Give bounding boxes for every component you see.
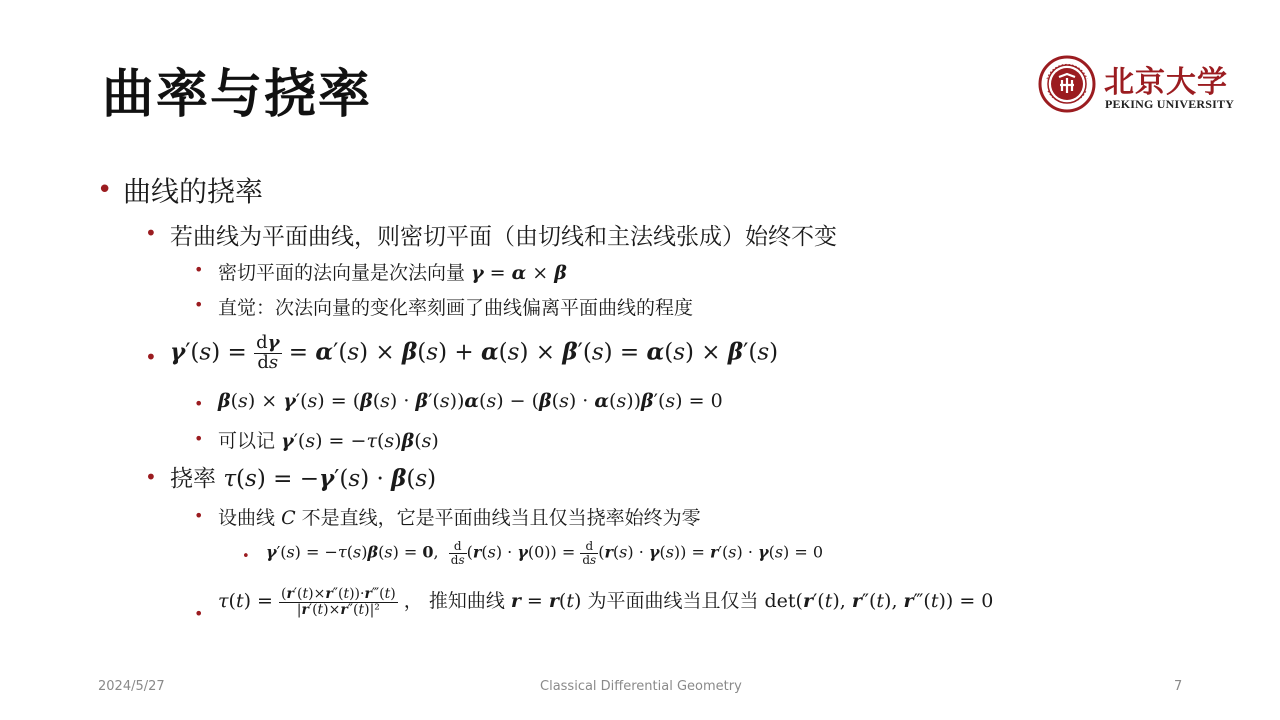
final-mid-text: 为平面曲线当且仅当 <box>587 590 759 612</box>
bullet-icon: • <box>145 345 157 369</box>
final-comma: ， <box>403 590 423 612</box>
university-seal-icon <box>1038 55 1098 115</box>
notation-formula: γ′(s) = −τ(s)β(s) <box>281 430 439 452</box>
normal-vector-line <box>218 258 567 285</box>
logo-chinese-name: 北京大学 <box>1104 65 1228 100</box>
bullet-icon: • <box>242 549 250 564</box>
proof-formula: γ′(s) = −τ(s)β(s) = 0, $\frac{d}{ds}$ (r(s) · γ(0)) = $\frac{d}{ds}$ (r(s) · γ(s)) = r′(s) · γ(s) = 0 <box>266 539 824 567</box>
gamma-derivative-formula: γ′(s) = $\frac{d\gamma}{ds}$ = α′(s) × β(s) + α(s) × β′(s) = α(s) × β′(s) <box>170 332 779 373</box>
bullet-icon: • <box>194 295 204 314</box>
footer-page-number: 7 <box>1174 679 1183 694</box>
bullet-icon: • <box>194 604 204 623</box>
binormal-formula: γ = α × β <box>471 262 567 284</box>
determinant-formula: det(r′(t), r″(t), r‴(t)) = 0 <box>764 590 994 612</box>
bullet-icon: • <box>194 260 204 279</box>
peking-university-logo <box>1038 55 1238 115</box>
theorem-text-b: 不是直线，它是平面曲线当且仅当挠率始终为零 <box>301 507 701 529</box>
slide-title: 曲率与挠率 <box>102 64 373 125</box>
notation-line <box>218 426 439 453</box>
normal-vector-text: 密切平面的法向量是次法向量 <box>218 262 466 284</box>
bullet-icon: • <box>97 175 113 205</box>
bullet-icon: • <box>145 465 157 489</box>
footer-course-name: Classical Differential Geometry <box>540 679 742 694</box>
torsion-formula: τ(s) = −γ′(s) · β(s) <box>223 465 437 492</box>
bullet-icon: • <box>194 506 204 525</box>
heading-torsion: 曲线的挠率 <box>123 175 264 208</box>
bullet-icon: • <box>145 221 157 245</box>
beta-cross-gamma-formula: β(s) × γ′(s) = (β(s) · β′(s))α(s) − (β(s) · α(s))β′(s) = 0 <box>218 390 723 412</box>
bullet-icon: • <box>194 429 204 448</box>
torsion-t-formula: τ(t) = $\frac{(r'(t)\times r''(t))\cdot r‴(t)}{\text{|r′(t)×r″(t)|²}}$ <box>218 585 396 618</box>
determinant-criterion-line <box>218 586 993 617</box>
intuition-line: 直觉：次法向量的变化率刻画了曲线偏离平面曲线的程度 <box>218 297 694 319</box>
curve-equation: r = r(t) <box>510 590 582 612</box>
torsion-definition-line <box>170 460 436 493</box>
notation-text: 可以记 <box>218 430 276 452</box>
curve-symbol: C <box>281 507 296 529</box>
footer-date: 2024/5/27 <box>98 679 165 694</box>
bullet-icon: • <box>194 394 204 413</box>
plane-curve-statement: 若曲线为平面曲线，则密切平面（由切线和主法线张成）始终不变 <box>170 224 837 250</box>
theorem-line <box>218 503 701 530</box>
logo-english-name: PEKING UNIVERSITY <box>1105 97 1235 111</box>
theorem-text-a: 设曲线 <box>218 507 276 529</box>
final-text: 推知曲线 <box>428 590 505 612</box>
torsion-text: 挠率 <box>170 466 216 492</box>
